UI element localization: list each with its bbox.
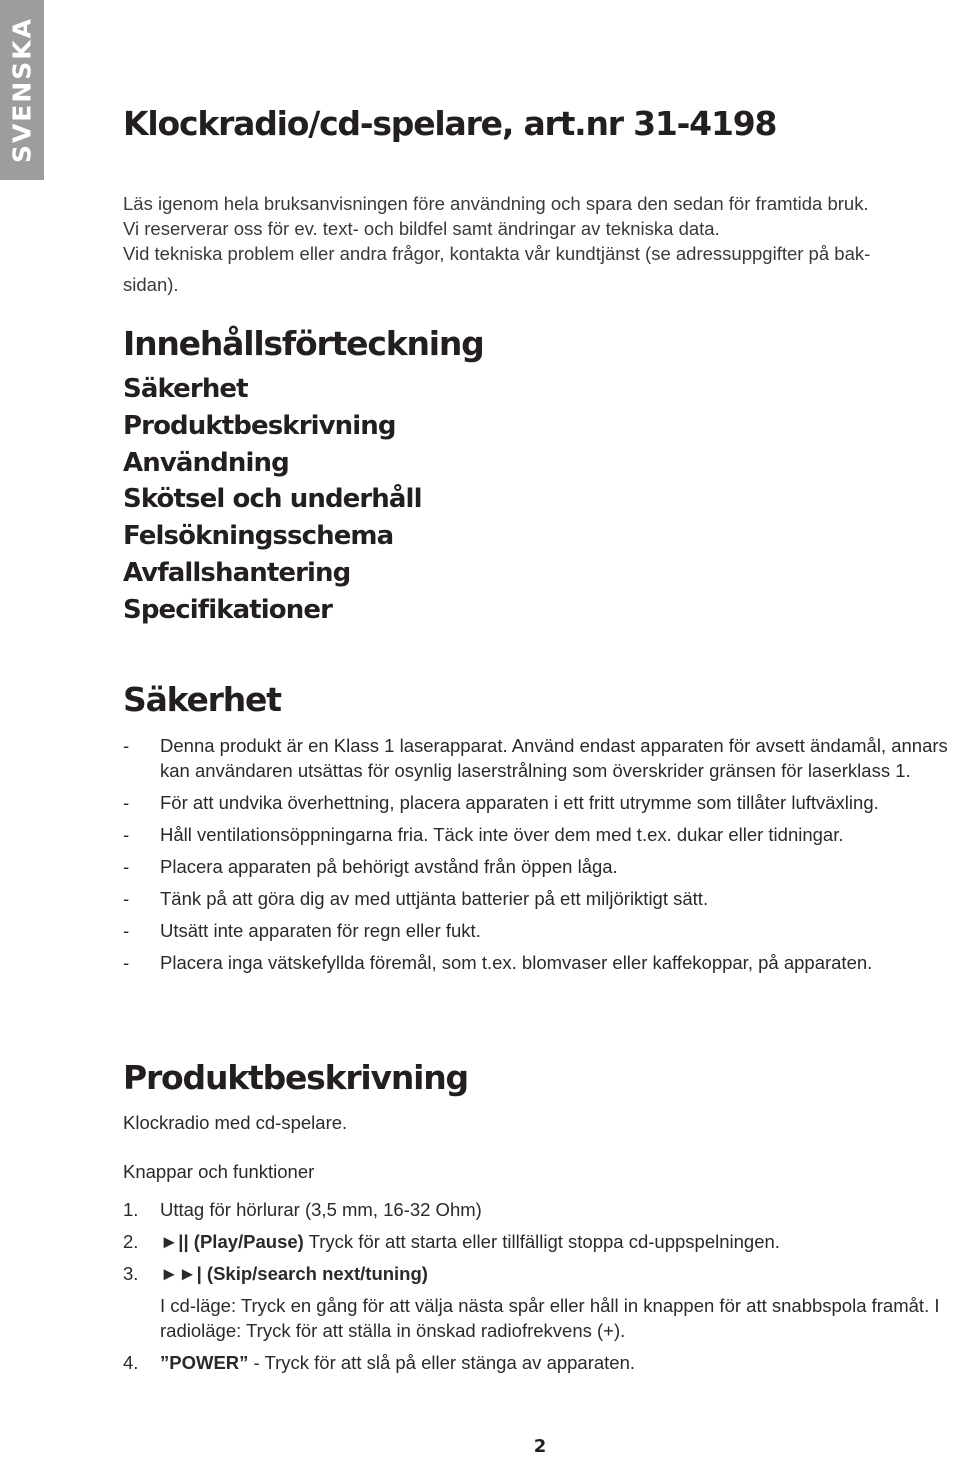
bullet-dash: - (123, 856, 130, 877)
list-item-text: Placera apparaten på behörigt avstånd från öppen låga. (160, 856, 618, 877)
buttons-heading: Knappar och funktioner (123, 1161, 315, 1182)
intro-paragraph (123, 191, 953, 297)
toc-item: Produktbeskrivning (123, 410, 396, 441)
list-item (123, 886, 960, 911)
toc-item: Säkerhet (123, 374, 248, 404)
list-item (123, 1350, 960, 1375)
list-item (123, 790, 960, 815)
product-heading: Produktbeskrivning (123, 1058, 468, 1097)
safety-heading: Säkerhet (123, 680, 281, 719)
bullet-dash: - (123, 792, 130, 813)
page-number: 2 (533, 1436, 547, 1457)
language-tab (0, 0, 44, 180)
toc-item: Specifikationer (123, 594, 333, 625)
list-item-text: Utsätt inte apparaten för regn eller fukt. (160, 920, 481, 941)
item-button-name: ►►| (Skip/search next/tuning) (160, 1263, 428, 1284)
bullet-dash: - (123, 735, 130, 756)
list-item-text: Håll ventilationsöppningarna fria. Täck inte över dem med t.ex. dukar eller tidningar. (160, 824, 844, 845)
bullet-dash: - (123, 824, 130, 845)
product-subtitle: Klockradio med cd-spelare. (123, 1112, 348, 1133)
item-number: 4. (123, 1352, 139, 1373)
toc-item: Felsökningsschema (123, 521, 394, 552)
buttons-list (123, 1197, 960, 1382)
list-item-text: Denna produkt är en Klass 1 laserapparat. Använd endast apparaten för avsett ändamål, annars kan användaren utsättas för osynlig laserstrålning som överskrider gränsen för laserklass 1. (160, 735, 948, 781)
item-button-name: ”POWER” (160, 1352, 249, 1373)
list-item-text: För att undvika överhettning, placera apparaten i ett fritt utrymme som tillåter luftväxling. (160, 792, 879, 813)
toc-item: Skötsel och underhåll (123, 484, 422, 515)
list-item (123, 1261, 960, 1286)
intro-line: Vid tekniska problem eller andra frågor, kontakta vår kundtjänst (se adressuppgifter på bak- (123, 243, 871, 264)
item-text: Tryck för att starta eller tillfälligt stoppa cd-uppspelningen. (303, 1231, 780, 1252)
list-item (123, 854, 960, 879)
list-item (123, 950, 960, 975)
item-text: I cd-läge: Tryck en gång för att välja nästa spår eller håll in knappen för att snabbspola framåt. I radioläge: Tryck för att ställa in önskad radiofrekvens (+). (160, 1295, 940, 1341)
list-item (123, 1293, 960, 1343)
list-item (123, 733, 960, 783)
table-of-contents (123, 371, 422, 629)
item-number: 2. (123, 1231, 139, 1252)
language-tab-label: SVENSKA (7, 16, 37, 164)
list-item (123, 1197, 960, 1222)
safety-list (123, 733, 960, 982)
list-item-text: Tänk på att göra dig av med uttjänta batterier på ett miljöriktigt sätt. (160, 888, 709, 909)
list-item (123, 918, 960, 943)
intro-line: Läs igenom hela bruksanvisningen före användning och spara den sedan för framtida bruk. (123, 193, 869, 214)
toc-item: Avfallshantering (123, 557, 351, 588)
toc-item: Användning (123, 447, 289, 478)
item-text: Uttag för hörlurar (3,5 mm, 16-32 Ohm) (160, 1199, 482, 1220)
item-text: - Tryck för att slå på eller stänga av apparaten. (248, 1352, 636, 1373)
item-number: 3. (123, 1263, 139, 1284)
document-title: Klockradio/cd-spelare, art.nr 31-4198 (123, 104, 777, 143)
toc-heading: Innehållsförteckning (123, 324, 484, 363)
bullet-dash: - (123, 920, 130, 941)
list-item-text: Placera inga vätskefyllda föremål, som t.ex. blomvaser eller kaffekoppar, på apparaten. (160, 952, 873, 973)
bullet-dash: - (123, 888, 130, 909)
list-item (123, 822, 960, 847)
intro-line: Vi reserverar oss för ev. text- och bildfel samt ändringar av tekniska data. (123, 218, 720, 239)
list-item (123, 1229, 960, 1254)
bullet-dash: - (123, 952, 130, 973)
item-button-name: ►|| (Play/Pause) (160, 1231, 304, 1252)
intro-line: sidan). (123, 274, 179, 295)
item-number: 1. (123, 1199, 139, 1220)
